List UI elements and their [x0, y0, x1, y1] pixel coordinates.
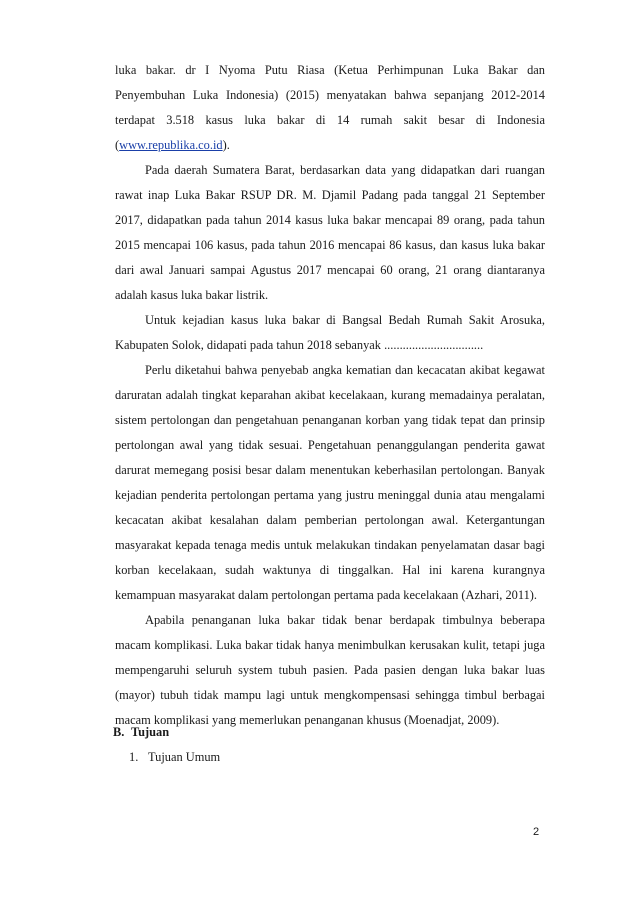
paragraph-3: Untuk kejadian kasus luka bakar di Bangsal Bedah Rumah Sakit Arosuka, Kabupaten Solok, didapati pada tahun 2018 sebanyak ................................: [115, 313, 545, 352]
republika-link[interactable]: www.republika.co.id: [119, 138, 223, 152]
paragraph-5: Apabila penanganan luka bakar tidak benar berdapak timbulnya beberapa macam komplikasi. Luka bakar tidak hanya menimbulkan kerusakan kulit, tetapi juga mempengaruhi seluruh system tubuh pasien. Pada pasien dengan luka bakar luas (mayor) tubuh tidak mampu lagi untuk mengkompensasi sehingga timbul berbagai macam komplikasi yang memerlukan penanganan khusus (Moenadjat, 2009).: [115, 613, 545, 727]
body-text: [115, 58, 545, 733]
subsection-heading: [129, 750, 220, 765]
paragraph-4: Perlu diketahui bahwa penyebab angka kematian dan kecacatan akibat kegawat daruratan adalah tingkat keparahan akibat kecelakaan, kurang memadainya peralatan, sistem pertolongan dan pengetahuan penanganan korban yang tidak tepat dan prinsip pertolongan awal yang tidak sesuai. Pengetahuan penanggulangan penderita gawat darurat memegang posisi besar dalam menentukan keberhasilan pertolongan. Banyak kejadian penderita pertolongan pertama yang justru meninggal dunia atau mengalami kecacatan akibat kesalahan dalam pemberian pertolongan awal. Ketergantungan masyarakat kepada tenaga medis untuk melakukan tindakan penyelamatan dasar bagi korban kecelakaan, sudah waktunya di tinggalkan. Hal ini karena kurangnya kemampuan masyarakat dalam pertolongan pertama pada kecelakaan (Azhari, 2011).: [115, 363, 545, 602]
subsection-number: 1.: [129, 750, 139, 764]
paragraph-2: Pada daerah Sumatera Barat, berdasarkan data yang didapatkan dari ruangan rawat inap Luka Bakar RSUP DR. M. Djamil Padang pada tanggal 21 September 2017, didapatkan pada tahun 2014 kasus luka bakar mencapai 89 orang, pada tahun 2015 mencapai 106 kasus, pada tahun 2016 mencapai 86 kasus, dan kasus luka bakar dari awal Januari sampai Agustus 2017 mencapai 60 orang, 21 orang diantaranya adalah kasus luka bakar listrik.: [115, 163, 545, 302]
subsection-title: Tujuan Umum: [148, 750, 221, 764]
section-letter: B.: [113, 725, 125, 739]
section-title: Tujuan: [131, 725, 170, 739]
paragraph-1-end: ).: [222, 138, 230, 152]
section-heading: [113, 725, 169, 740]
page-number: 2: [533, 826, 540, 838]
paragraph-1: [115, 58, 545, 158]
paragraph-1-text: luka bakar. dr I Nyoma Putu Riasa (Ketua Perhimpunan Luka Bakar dan Penyembuhan Luka Indonesia) (2015) menyatakan bahwa sepanjang 2012-2014 terdapat 3.518 kasus luka bakar di 14 rumah sakit besar di Indonesia (: [115, 63, 545, 152]
